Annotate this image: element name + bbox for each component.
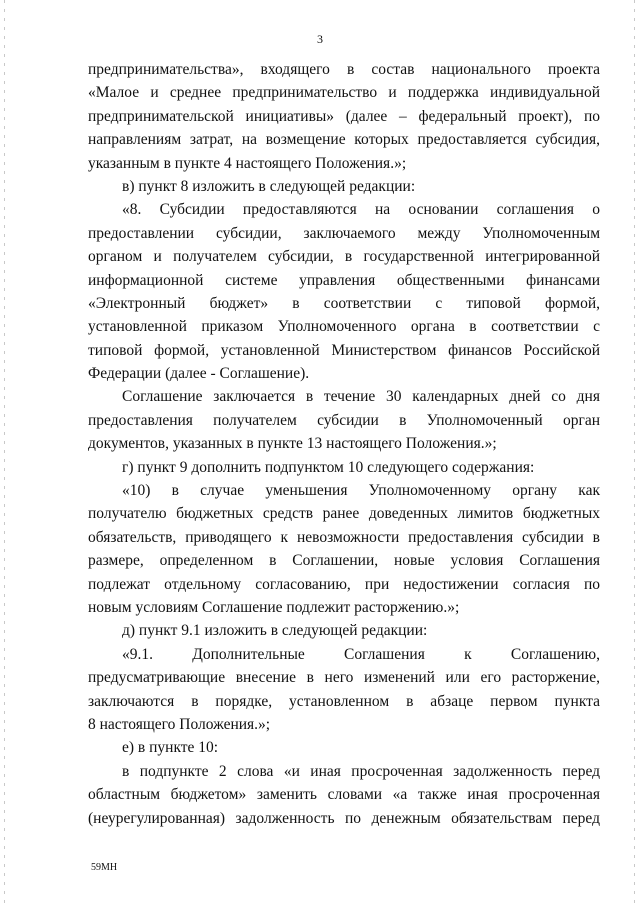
text-line: размере, определенном в Соглашении, новые условия Соглашения: [88, 552, 600, 570]
text-line: заключаются в порядке, установленном в абзаце первом пункта: [88, 692, 600, 710]
text-line: е) в пункте 10:: [122, 739, 219, 757]
text-line: направлениям затрат, на возмещение которых предоставляется субсидия,: [88, 131, 600, 149]
text-line: информационной системе управления общественными финансами: [88, 271, 600, 289]
text-line: предоставления получателем субсидии в Уполномоченный орган: [88, 411, 600, 429]
text-line: типовой формой, установленной Министерством финансов Российской: [88, 341, 600, 359]
text-line: новым условиям Соглашение подлежит расторжению.»;: [88, 598, 460, 616]
text-line: в подпункте 2 слова «и иная просроченная задолженность перед: [122, 762, 600, 780]
text-line: предпринимательской инициативы» (далее – федеральный проект), по: [88, 107, 600, 125]
text-line: получателю бюджетных средств ранее доведенных лимитов бюджетных: [88, 505, 600, 523]
text-line: г) пункт 9 дополнить подпунктом 10 следующего содержания:: [122, 458, 535, 476]
text-line: «10) в случае уменьшения Уполномоченному органу как: [122, 482, 600, 500]
page-number: 3: [317, 32, 323, 46]
scan-edge-right: [634, 0, 635, 905]
text-line: «8. Субсидии предоставляются на основании соглашения о: [122, 201, 600, 219]
footer-code: 59МН: [91, 862, 118, 873]
text-line: документов, указанных в пункте 13 настоящего Положения.»;: [88, 435, 497, 453]
text-line: «Малое и среднее предпринимательство и поддержка индивидуальной: [88, 84, 600, 102]
text-line: подлежат отдельному согласованию, при недостижении согласия по: [88, 575, 600, 593]
text-line: предусматривающие внесение в него изменений или его расторжение,: [88, 669, 600, 687]
text-line: в) пункт 8 изложить в следующей редакции:: [122, 177, 416, 195]
text-line: (неурегулированная) задолженность по денежным обязательствам перед: [88, 809, 600, 827]
text-line: 8 настоящего Положения.»;: [88, 715, 271, 733]
text-line: указанным в пункте 4 настоящего Положения.»;: [88, 154, 407, 172]
text-line: обязательств, приводящего к невозможности предоставления субсидии в: [88, 528, 600, 546]
text-line: Федерации (далее - Соглашение).: [88, 365, 310, 383]
text-line: «9.1. Дополнительные Соглашения к Соглашению,: [122, 645, 600, 663]
text-line: органом и получателем субсидии, в государственной интегрированной: [88, 248, 600, 266]
text-line: д) пункт 9.1 изложить в следующей редакции:: [122, 622, 428, 640]
scan-edge-left: [4, 0, 5, 905]
text-line: «Электронный бюджет» в соответствии с типовой формой,: [88, 294, 600, 312]
text-line: областным бюджетом» заменить словами «а также иная просроченная: [88, 786, 600, 804]
text-line: установленной приказом Уполномоченного органа в соответствии с: [88, 318, 600, 336]
text-line: предоставлении субсидии, заключаемого между Уполномоченным: [88, 224, 600, 242]
document-body: [88, 58, 600, 830]
text-line: предпринимательства», входящего в состав национального проекта: [88, 61, 600, 78]
text-line: Соглашение заключается в течение 30 календарных дней со дня: [122, 388, 600, 406]
